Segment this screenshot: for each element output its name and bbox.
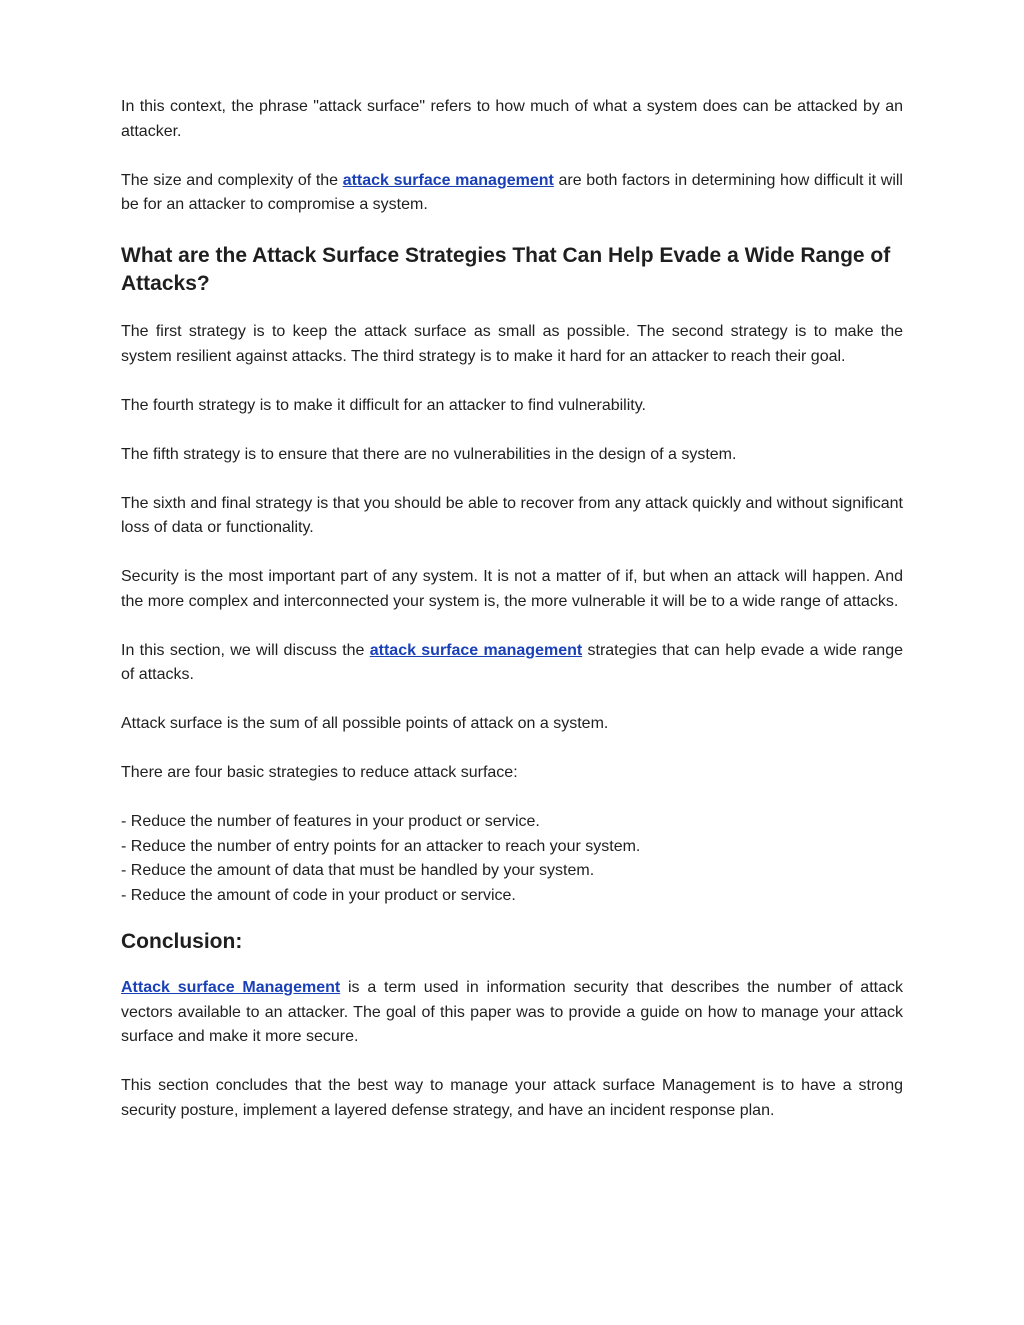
paragraph-conclusion-summary: This section concludes that the best way to manage your attack surface Management is to have a strong security posture, implement a layered defense strategy, and have an incident response plan. [121,1077,903,1119]
paragraph-security: Security is the most important part of any system. It is not a matter of if, but when an attack will happen. And the more complex and interconnected your system is, the more vulnerable it will be to a wide range of attacks. [121,568,903,610]
list-item: - Reduce the amount of data that must be handled by your system. [121,862,595,879]
paragraph-fifth-strategy: The fifth strategy is to ensure that there are no vulnerabilities in the design of a system. [121,445,737,463]
paragraph-intro: In this context, the phrase "attack surface" refers to how much of what a system does can be attacked by an attacker. [121,98,903,140]
paragraph-basic-strategies: There are four basic strategies to reduce attack surface: [121,764,518,781]
attack-surface-management-link[interactable]: Attack surface Management [121,979,341,996]
attack-surface-management-link[interactable]: attack surface management [342,171,554,189]
paragraph-size-complexity [121,169,903,218]
paragraph-text: is a term used in information security that describes the number of attack vectors available to an attacker. The goal of this paper was to provide a guide on how to manage your attack surface and make it more secure. [121,979,903,1045]
paragraph-first-strategies: The first strategy is to keep the attack surface as small as possible. The second strategy is to make the system resilient against attacks. The third strategy is to make it hard for an attacker to reach their goal. [121,323,903,365]
attack-surface-management-link[interactable]: attack surface management [369,641,583,659]
document-page [121,95,903,1123]
paragraph-text: strategies that can help evade a wide range of attacks. [121,641,904,683]
paragraph-fourth-strategy: The fourth strategy is to make it difficult for an attacker to find vulnerability. [121,396,646,414]
heading-conclusion: Conclusion: [121,930,243,953]
heading-strategies: What are the Attack Surface Strategies That Can Help Evade a Wide Range of Attacks? [121,244,891,295]
paragraph-text: The size and complexity of the [121,171,343,189]
paragraph-text: are both factors in determining how difficult it will be for an attacker to compromise a system. [121,171,903,213]
paragraph-section-intro [121,639,903,688]
list-item: - Reduce the amount of code in your product or service. [121,886,516,904]
paragraph-definition: Attack surface is the sum of all possible points of attack on a system. [121,715,609,732]
list-item: - Reduce the number of entry points for an attacker to reach your system. [121,837,641,855]
paragraph-text: In this section, we will discuss the [121,641,370,659]
list-item: - Reduce the number of features in your product or service. [121,813,540,830]
paragraph-sixth-strategy: The sixth and final strategy is that you should be able to recover from any attack quickly and without significant loss of data or functionality. [121,494,903,536]
strategy-list [121,810,903,908]
paragraph-conclusion-definition [121,976,903,1050]
